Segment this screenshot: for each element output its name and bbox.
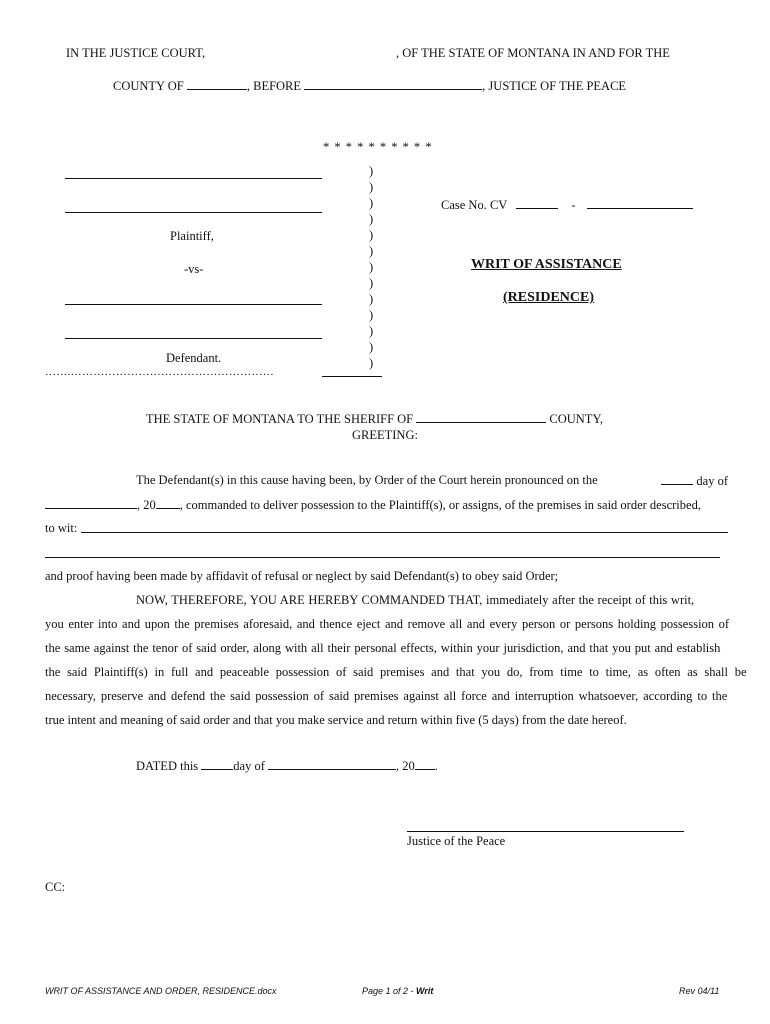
p1-day-of: day of <box>696 474 728 488</box>
caption-dotted-line: …….……………………………………………… <box>45 366 275 378</box>
caption-paren: ) <box>369 196 374 210</box>
footer-page-number <box>362 986 433 996</box>
p1-line1-text: The Defendant(s) in this cause having been, by Order of the Court herein pronounced on the <box>136 473 598 487</box>
order-year-blank <box>156 497 180 509</box>
caption-paren: ) <box>369 228 374 242</box>
defendant-line-1 <box>65 304 322 305</box>
defendant-label: Defendant. <box>166 351 222 365</box>
body-p2-line1: NOW, THEREFORE, YOU ARE HEREBY COMMANDED THAT, immediately after the receipt of this writ, <box>136 593 695 607</box>
greeting-line2: GREETING: <box>352 428 418 442</box>
plaintiff-line-1 <box>65 178 322 179</box>
caption-paren: ) <box>369 308 374 322</box>
caption-paren: ) <box>369 180 374 194</box>
dated-month-blank <box>268 758 396 770</box>
p1-line1-end <box>661 473 728 489</box>
dated-day-of: day of <box>233 759 268 773</box>
caption-bottom-line <box>322 376 382 377</box>
order-month-blank <box>45 497 137 509</box>
case-no-dash: - <box>571 198 576 212</box>
body-p1-line3 <box>45 521 728 536</box>
dated-prefix: DATED this <box>136 759 202 773</box>
dated-comma-20: , 20 <box>396 759 415 773</box>
caption-paren: ) <box>369 340 374 354</box>
body-p2-line6: true intent and meaning of said order and that you make service and return within five (5 days) from the date hereof. <box>45 713 627 727</box>
case-no-year-blank <box>516 197 558 209</box>
case-no-label: Case No. CV <box>441 198 508 212</box>
p1-line2-a: , 20 <box>137 498 156 512</box>
caption-paren: ) <box>369 260 374 274</box>
document-subtitle: (RESIDENCE) <box>503 290 595 305</box>
caption-paren: ) <box>369 164 374 178</box>
dated-year-blank <box>415 758 435 770</box>
caption-paren: ) <box>369 356 374 370</box>
case-number <box>441 197 693 213</box>
star-separator: * * * * * * * * * * <box>323 140 433 154</box>
court-header-line2 <box>113 78 626 94</box>
court-header-line1-left: IN THE JUSTICE COURT, <box>66 46 206 60</box>
premises-description-blank-2 <box>45 557 720 558</box>
defendant-line-2 <box>65 338 322 339</box>
plaintiff-label: Plaintiff, <box>170 229 214 243</box>
p1-line2-b: , commanded to deliver possession to the Plaintiff(s), or assigns, of the premises in said order described, <box>179 498 701 512</box>
dated-line <box>136 758 438 774</box>
body-p2-line2: you enter into and upon the premises aforesaid, and thence eject and remove all and every person or persons holding possession of <box>45 617 730 631</box>
body-p2-line5: necessary, preserve and defend the said possession of said premises against all force and interruption whatsoever, according to the <box>45 689 728 703</box>
caption-paren: ) <box>369 244 374 258</box>
body-p1-line1 <box>45 473 728 489</box>
caption-paren: ) <box>369 276 374 290</box>
county-blank <box>187 78 247 90</box>
court-header-line1-right: , OF THE STATE OF MONTANA IN AND FOR THE <box>396 46 670 60</box>
footer-page-section: Writ <box>416 986 434 996</box>
county-suffix: , JUSTICE OF THE PEACE <box>482 79 627 93</box>
dated-day-blank <box>201 758 233 770</box>
greeting-suffix: COUNTY, <box>546 412 603 426</box>
body-p2-line4: the said Plaintiff(s) in full and peaceable possession of said premises and that you do, from time to time, as often as shall be <box>45 665 747 679</box>
footer-page-prefix: Page 1 of 2 - <box>362 986 417 996</box>
vs-label: -vs- <box>184 262 204 276</box>
body-p2-line3: the same against the tenor of said order, along with all their personal effects, within your jurisdiction, and that you put and establish <box>45 641 721 655</box>
greeting-prefix: THE STATE OF MONTANA TO THE SHERIFF OF <box>146 412 417 426</box>
signature-label: Justice of the Peace <box>407 834 506 848</box>
premises-description-blank-1 <box>81 521 728 533</box>
document-title: WRIT OF ASSISTANCE <box>471 257 622 272</box>
justice-name-blank <box>304 78 482 90</box>
sheriff-county-blank <box>416 411 546 423</box>
footer-filename: WRIT OF ASSISTANCE AND ORDER, RESIDENCE.docx <box>45 986 277 996</box>
body-p1-line2 <box>45 497 728 513</box>
greeting-line1 <box>146 411 603 427</box>
caption-paren: ) <box>369 292 374 306</box>
cc-label: CC: <box>45 880 66 894</box>
body-p1-line5: and proof having been made by affidavit of refusal or neglect by said Defendant(s) to obey said Order; <box>45 569 559 583</box>
signature-line <box>407 831 684 832</box>
county-mid: , BEFORE <box>246 79 305 93</box>
caption-paren: ) <box>369 324 374 338</box>
case-no-number-blank <box>587 197 693 209</box>
footer-revision: Rev 04/11 <box>679 986 720 996</box>
caption-paren: ) <box>369 212 374 226</box>
plaintiff-line-2 <box>65 212 322 213</box>
order-day-blank <box>661 473 693 485</box>
county-prefix: COUNTY OF <box>113 79 187 93</box>
dated-period: . <box>434 759 438 773</box>
p1-to-wit: to wit: <box>45 521 78 535</box>
